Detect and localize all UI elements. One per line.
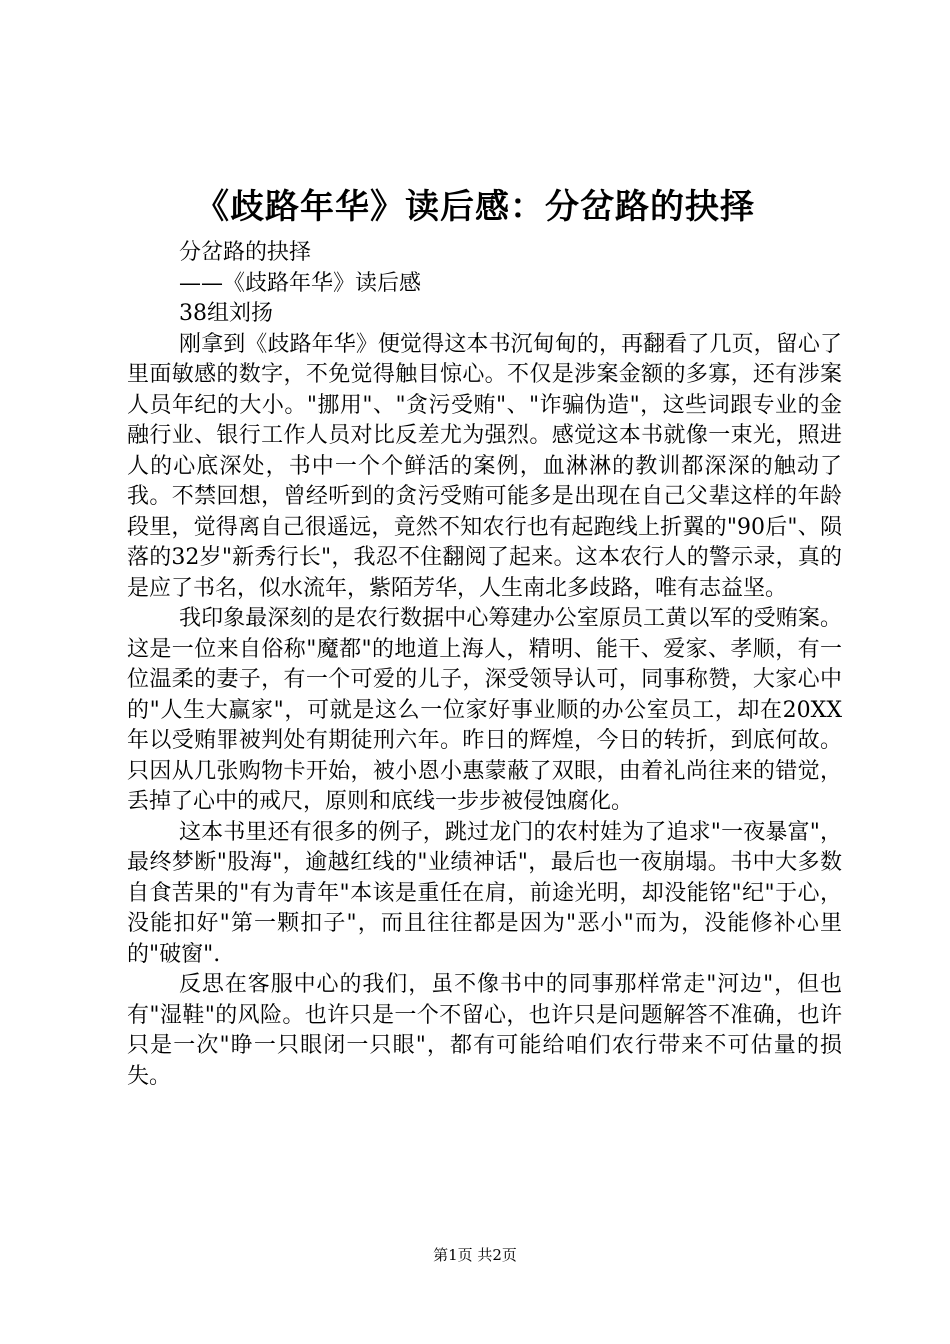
subtitle-line: 分岔路的抉择 [179,240,312,265]
document-title: 《歧路年华》读后感：分岔路的抉择 [195,187,755,227]
document-body [127,238,842,1092]
paragraph: 刚拿到《歧路年华》便觉得这本书沉甸甸的，再翻看了几页，留心了里面敏感的数字，不免觉得触目惊心。不仅是涉案金额的多寡，还有涉案人员年纪的大小。"挪用"、"贪污受贿"、"诈骗伪造"，这些词跟专业的金融行业、银行工作人员对比反差尤为强烈。感觉这本书就像一束光，照进人的心底深处，书中一个个鲜活的案例，血淋淋的教训都深深的触动了我。不禁回想，曾经听到的贪污受贿可能多是出现在自己父辈这样的年龄段里，觉得离自己很遥远，竟然不知农行也有起跑线上折翼的"90后"、陨落的32岁"新秀行长"，我忍不住翻阅了起来。这本农行人的警示录，真的是应了书名，似水流年，紫陌芳华，人生南北多歧路，唯有志益坚。 [127,331,842,601]
paragraph: 反思在客服中心的我们，虽不像书中的同事那样常走"河边"，但也有"湿鞋"的风险。也许只是一个不留心，也许只是问题解答不准确，也许只是一次"睁一只眼闭一只眼"，都有可能给咱们农行带来不可估量的损失。 [127,972,842,1089]
subtitle-line: ——《歧路年华》读后感 [179,270,422,296]
paragraph: 我印象最深刻的是农行数据中心筹建办公室原员工黄以军的受贿案。这是一位来自俗称"魔都"的地道上海人，精明、能干、爱家、孝顺，有一位温柔的妻子，有一个可爱的儿子，深受领导认可，同事称赞，大家心中的"人生大赢家"，可就是这么一位家好事业顺的办公室员工，却在20XX年以受贿罪被判处有期徒刑六年。昨日的辉煌，今日的转折，到底何故。只因从几张购物卡开始，被小恩小惠蒙蔽了双眼，由着礼尚往来的错觉，丢掉了心中的戒尺，原则和底线一步步被侵蚀腐化。 [127,606,842,814]
paragraph: 这本书里还有很多的例子，跳过龙门的农村娃为了追求"一夜暴富"，最终梦断"股海"，逾越红线的"业绩神话"，最后也一夜崩塌。书中大多数自食苦果的"有为青年"本该是重任在肩，前途光明，却没能铭"纪"于心，没能扣好"第一颗扣子"，而且往往都是因为"恶小"而为，没能修补心里的"破窗". [127,819,842,967]
page-footer: 第1页 共2页 [433,1246,517,1264]
author-line: 38组刘扬 [179,301,273,326]
